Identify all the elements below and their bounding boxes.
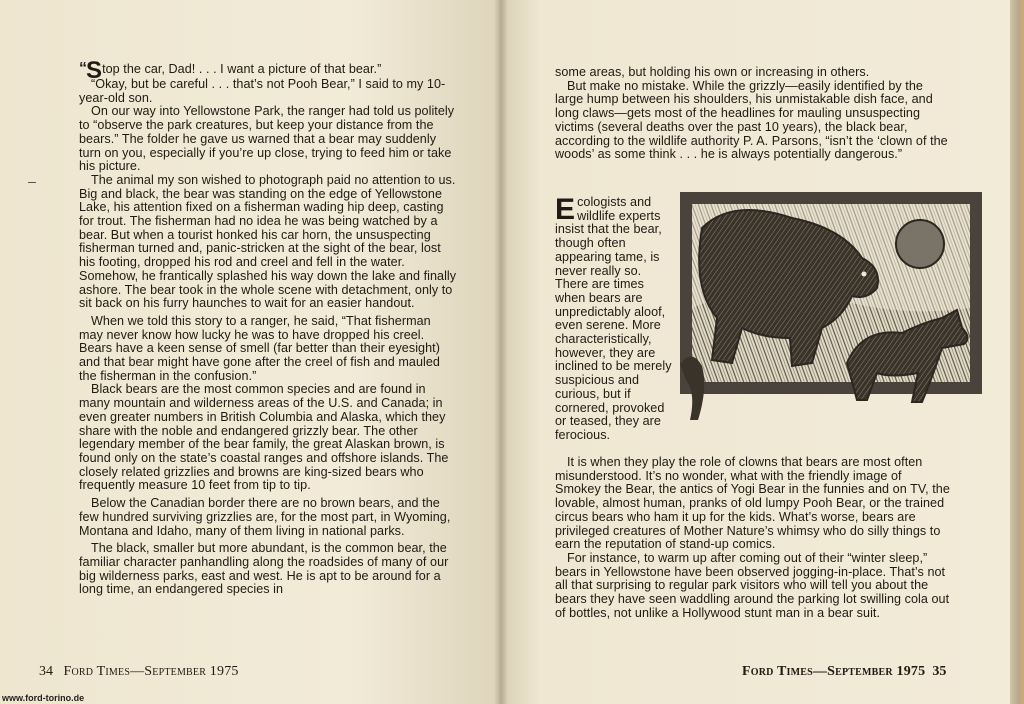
drop-cap-letter: E <box>555 193 576 226</box>
website-watermark: www.ford-torino.de <box>2 693 85 703</box>
article-paragraph: For instance, to warm up after coming out of their “winter sleep,” bears in Yellowstone have been observed jogging-in-place. That’s not all that surprising to regular park visitors who will tell you about the bears they have seen waddling around the parking lot swilling cola out of bottles, not unlike a Hollywood stunt man in a bear suit. <box>555 550 950 620</box>
magazine-title-date: Ford Times—September 1975 <box>742 664 926 679</box>
article-paragraph: Black bears are the most common species and are found in many mountain and wilderness areas of the U.S. and Canada; in even greater numbers in British Columbia and Alaska, which they share with the noble and endangered grizzly bear. The other legendary member of the bear family, the great Alaskan brown, is found only on the state’s coastal ranges and offshore islands. The closely related grizzlies and browns are king-sized bears who frequently measure 10 feet from tip to tip. <box>79 382 449 493</box>
right-article-top <box>555 66 950 162</box>
article-paragraph <box>555 193 677 443</box>
right-article-wrap-column <box>555 193 677 443</box>
bear-illustration <box>672 188 990 424</box>
right-article-bottom <box>555 456 950 620</box>
article-paragraph: The animal my son wished to photograph paid no attention to us. Big and black, the bear was standing on the edge of Yellowstone Lake, his attention fixed on a fisherman wading hip deep, casting for trout. The fisherman had no idea he was being watched by a bear. But when a tourist honked his car horn, the unsuspecting fisherman turned and, panic-stricken at the sight of the bear, lost his footing, dropped his rod and creel and fell in the water. Somehow, he frantically splashed his way down the lake and finally ashore. The bear took in the whole scene with detachment, only to sit back on his furry haunches to wait for an easier handout. <box>79 172 457 311</box>
drop-cap-letter: S <box>86 57 103 84</box>
article-paragraph: It is when they play the role of clowns that bears are most often misunderstood. It’s no wonder, what with the friendly image of Smokey the Bear, the antics of Yogi Bear in the funnies and on TV, the lovable, almost human, pranks of old lumpy Pooh Bear, or the trained circus bears who ham it up for the kids. What’s worse, bears are privileged creatures of Mother Nature’s whimsy who do silly things to earn the reputation of stand-up comics. <box>555 455 950 552</box>
opening-quote-mark: “ <box>79 60 86 77</box>
margin-mark <box>28 182 36 183</box>
article-paragraph: Below the Canadian border there are no brown bears, and the few hundred surviving grizzlies are, for the most part, in Wyoming, Montana and Idaho, many of them living in national parks. <box>79 496 451 538</box>
page-number: 34 <box>39 664 53 679</box>
article-paragraph: some areas, but holding his own or increasing in others. <box>555 65 870 79</box>
article-paragraph: But make no mistake. While the grizzly—easily identified by the large hump between his shoulders, his unmistakable dish face, and long claws—gets most of the headlines for mauling unsuspecting victims (several deaths over the past 10 years), the black bear, according to the wildlife authority P. A. Parsons, “isn’t the ‘clown of the woods’ as some think . . . he is always potentially dangerous.” <box>555 78 948 162</box>
left-article-column <box>79 57 457 597</box>
article-opening-paragraph <box>79 57 457 84</box>
book-gutter <box>494 0 508 704</box>
page-number: 35 <box>932 664 947 679</box>
article-paragraph: “Okay, but be careful . . . that’s not Pooh Bear,” I said to my 10-year-old son. <box>79 77 446 105</box>
paragraph-text: top the car, Dad! . . . I want a picture of that bear.” <box>102 62 382 76</box>
paragraph-text: cologists and wildlife experts insist that the bear, though often appearing tame, is never really so. There are times when bears are unpredictably aloof, even serene. More characteristically, however, they are inclined to be merely suspicious and curious, but if cornered, provoked or teased, they are ferocious. <box>555 195 672 442</box>
article-paragraph: When we told this story to a ranger, he said, “That fisherman may never know how lucky he was to have dropped his creel. Bears have a keen sense of smell (far better than their eyesight) and that bear might have gone after the creel of fish and mauled the fisherman in the confusion.” <box>79 313 440 383</box>
right-folio <box>742 664 946 680</box>
article-paragraph: On our way into Yellowstone Park, the ranger had told us politely to “observe the park creatures, but keep your distance from the bears.” The folder he gave us warned that a bear may suddenly turn on you, especially if you’re up close, trying to feed him or take his picture. <box>79 104 455 174</box>
left-folio <box>39 664 239 680</box>
magazine-title-date: Ford Times—September 1975 <box>63 664 239 679</box>
woodcut-bear-icon <box>672 188 990 424</box>
page-edge <box>1010 0 1024 704</box>
article-paragraph: The black, smaller but more abundant, is the common bear, the familiar character panhandling along the roadsides of many of our big wilderness parks, east and west. He is apt to be around for a long time, an endangered species in <box>79 541 449 597</box>
